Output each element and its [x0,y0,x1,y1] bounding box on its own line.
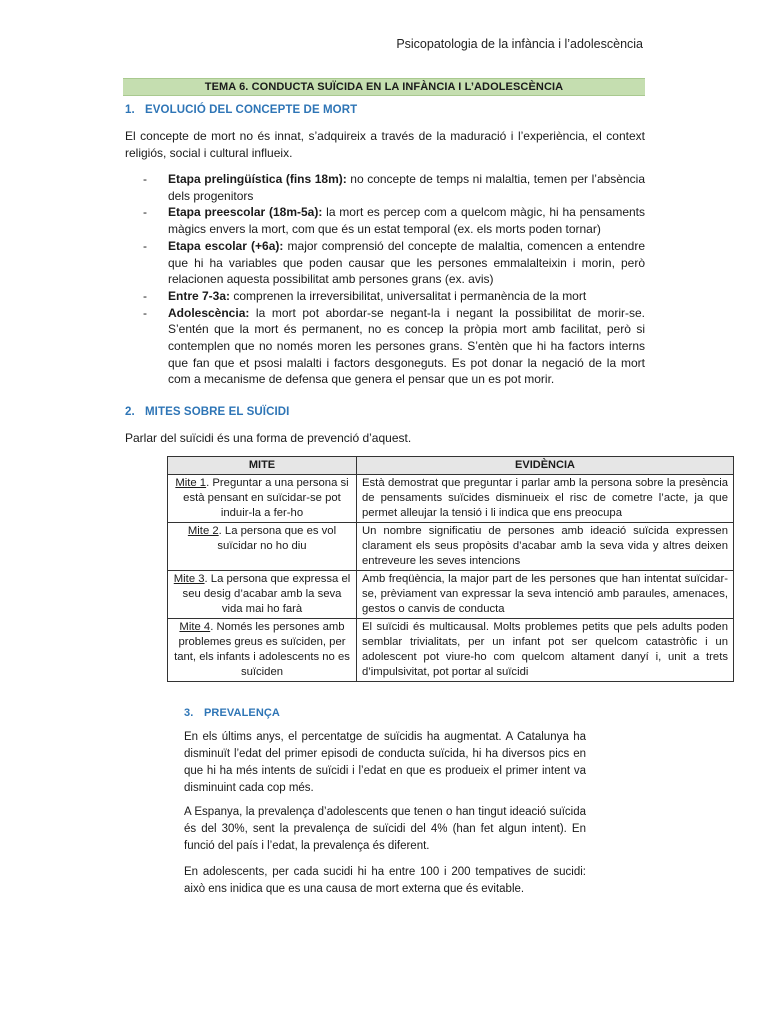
stage-label: Etapa escolar (+6a): [168,238,284,253]
stage-text: la mort es percep com a quelcom màgic, hi ha pensaments màgics envers la mort, com que és un estat temporal (ex. els morts poden tornar) [168,205,645,237]
myth-cell [168,523,357,571]
myth-id: Mite 2 [187,525,219,537]
myth-id: Mite 1 [175,477,207,489]
running-header: Psicopatologia de la infància i l’adolescència [396,37,643,51]
section-title: EVOLUCIÓ DEL CONCEPTE DE MORT [145,104,358,116]
death-concept-stages-list [143,171,645,388]
stage-text: la mort pot abordar-se negant-la i negant la possibilitat de morir-se. S’entén que la mort és permanent, no es concep la pròpia mort amb facilitat, però si contemplen que no només moren les persones grans. S’entèn que hi ha factors interns que fan que et psosi malalti i factors desgoneguts. Es pot donar la negació de la mort com a mecanisme de defensa que genera el pensar que un es pot morir. [168,305,645,387]
prevalence-paragraph: A Espanya, la prevalença d’adolescents que tenen o han tingut ideació suïcida és del 30%, sent la prevalença de suïcidi del 4% (han fet algun intent). En funció del país i l’edat, la prevalença és diferent. [184,806,586,852]
myth-id: Mite 3 [173,573,205,585]
section-number: 1. [125,104,135,116]
prevalence-paragraph: En els últims anys, el percentatge de suïcidis ha augmentat. A Catalunya ha disminuït l’edat del primer episodi de conducta suïcida, hi ha diversos pics en que hi ha més intents de suïcidi i l’edat en que es produeix el primer intent va disminuint cada cop més. [184,731,586,794]
myth-cell [168,475,357,523]
section-number: 2. [125,406,135,418]
myth-text: . La persona que es vol suïcidar no ho diu [217,525,337,552]
list-item: - Adolescència: la mort pot abordar-se negant-la i negant la possibilitat de morir-se. S’entén que la mort és permanent, no es concep la pròpia mort amb facilitat, però si contemplen que no només moren les persones grans. S’entèn que hi ha factors interns que fan que et psosi malalti i factors desgoneguts. Es pot donar la negació de la mort com a mecanisme de defensa que genera el pensar que un es pot morir. [143,305,645,387]
table-row [168,523,734,571]
stage-label: Etapa prelingüística (fins 18m): [168,172,347,186]
section-title: PREVALENÇA [204,707,280,719]
section-2-intro: Parlar del suïcidi és una forma de prevenció d’aquest. [125,431,412,445]
stage-text: no concepte de temps ni malaltia, temen per l’absència dels progenitors [168,172,645,203]
evidence-cell: Amb freqüència, la major part de les persones que han intentat suïcidar-se, prèviament van expressar la seva intenció amb paraules, amenaces, gestos o canvis de conducta [357,571,734,619]
myth-cell [168,571,357,619]
section-title: MITES SOBRE EL SUÏCIDI [145,406,290,418]
section-1-intro: El concepte de mort no és innat, s’adquireix a través de la maduració i l’experiència, el context religiós, social i cultural influeix. [125,129,645,160]
stage-label: Adolescència: [168,305,250,320]
myth-id: Mite 4 [179,621,211,633]
section-number: 3. [184,707,194,719]
table-header-row [168,457,734,475]
list-item: - Etapa preescolar (18m-5a): la mort es percep com a quelcom màgic, hi ha pensaments màgics envers la mort, com que és un estat temporal (ex. els morts poden tornar) [143,205,645,237]
table-row [168,571,734,619]
stage-label: Entre 7-3a: [168,288,231,303]
list-item: - Etapa escolar (+6a): major comprensió del concepte de malaltia, comencen a entendre que hi ha variables que poden causar que les persones emmalalteixin i morin, però relacionen aquesta possibilitat amb persones grans (ex. avis) [143,238,646,287]
list-item: - Etapa prelingüística (fins 18m): no concepte de temps ni malaltia, temen per l’absència dels progenitors [143,172,645,203]
stage-text: comprenen la irreversibilitat, universalitat i permanència de la mort [230,288,587,303]
prevalence-paragraph: En adolescents, per cada sucidi hi ha entre 100 i 200 tempatives de sucidi: això ens inidica que es una causa de mort externa que és evitable. [184,866,586,895]
list-item: - Entre 7-3a: comprenen la irreversibilitat, universalitat i permanència de la mort [143,288,587,303]
section-2-heading [125,406,289,418]
table-row [168,475,734,523]
myth-text: . La persona que expressa el seu desig d’acabar amb la seva vida mai ho farà [182,573,351,615]
section-3-heading [184,707,280,719]
myth-text: . Preguntar a una persona si està pensant en suïcidar-se pot induir-la a fer-ho [183,477,349,519]
evidence-cell: Un nombre significatiu de persones amb ideació suïcida expressen clarament els seus propòsits d’acabar amb la seva vida y altres deixen entreveure les seves intencions [357,523,734,571]
stage-label: Etapa preescolar (18m-5a): [168,205,323,220]
section-1-heading [125,104,357,116]
myth-cell [168,619,357,682]
column-header-evidence: EVIDÈNCIA [357,457,734,475]
topic-title: TEMA 6. CONDUCTA SUÏCIDA EN LA INFÀNCIA I L’ADOLESCÈNCIA [123,78,645,96]
column-header-myth: MITE [168,457,357,475]
table-row [168,619,734,682]
myth-text: . Només les persones amb problemes greus es suïciden, per tant, els infants i adolescents no es suïciden [174,621,350,678]
myths-table [167,456,734,682]
evidence-cell: Està demostrat que preguntar i parlar amb la persona sobre la presència de pensaments suïcides disminueix el risc de cometre l’acte, ja que permet alleujar la tensió i li indica que ens preocupa [357,475,734,523]
evidence-cell: El suïcidi és multicausal. Molts problemes petits que pels adults poden semblar trivialitats, per un infant pot ser quelcom catastròfic i un adolescent pot viure-ho com quelcom altament danyí i, unit a trets d’impulsivitat, pot portar al suïcidi [357,619,734,682]
stage-text: major comprensió del concepte de malaltia, comencen a entendre que hi ha variables que poden causar que les persones emmalalteixin i morin, però relacionen aquesta possibilitat amb persones grans (ex. avis) [168,238,646,287]
